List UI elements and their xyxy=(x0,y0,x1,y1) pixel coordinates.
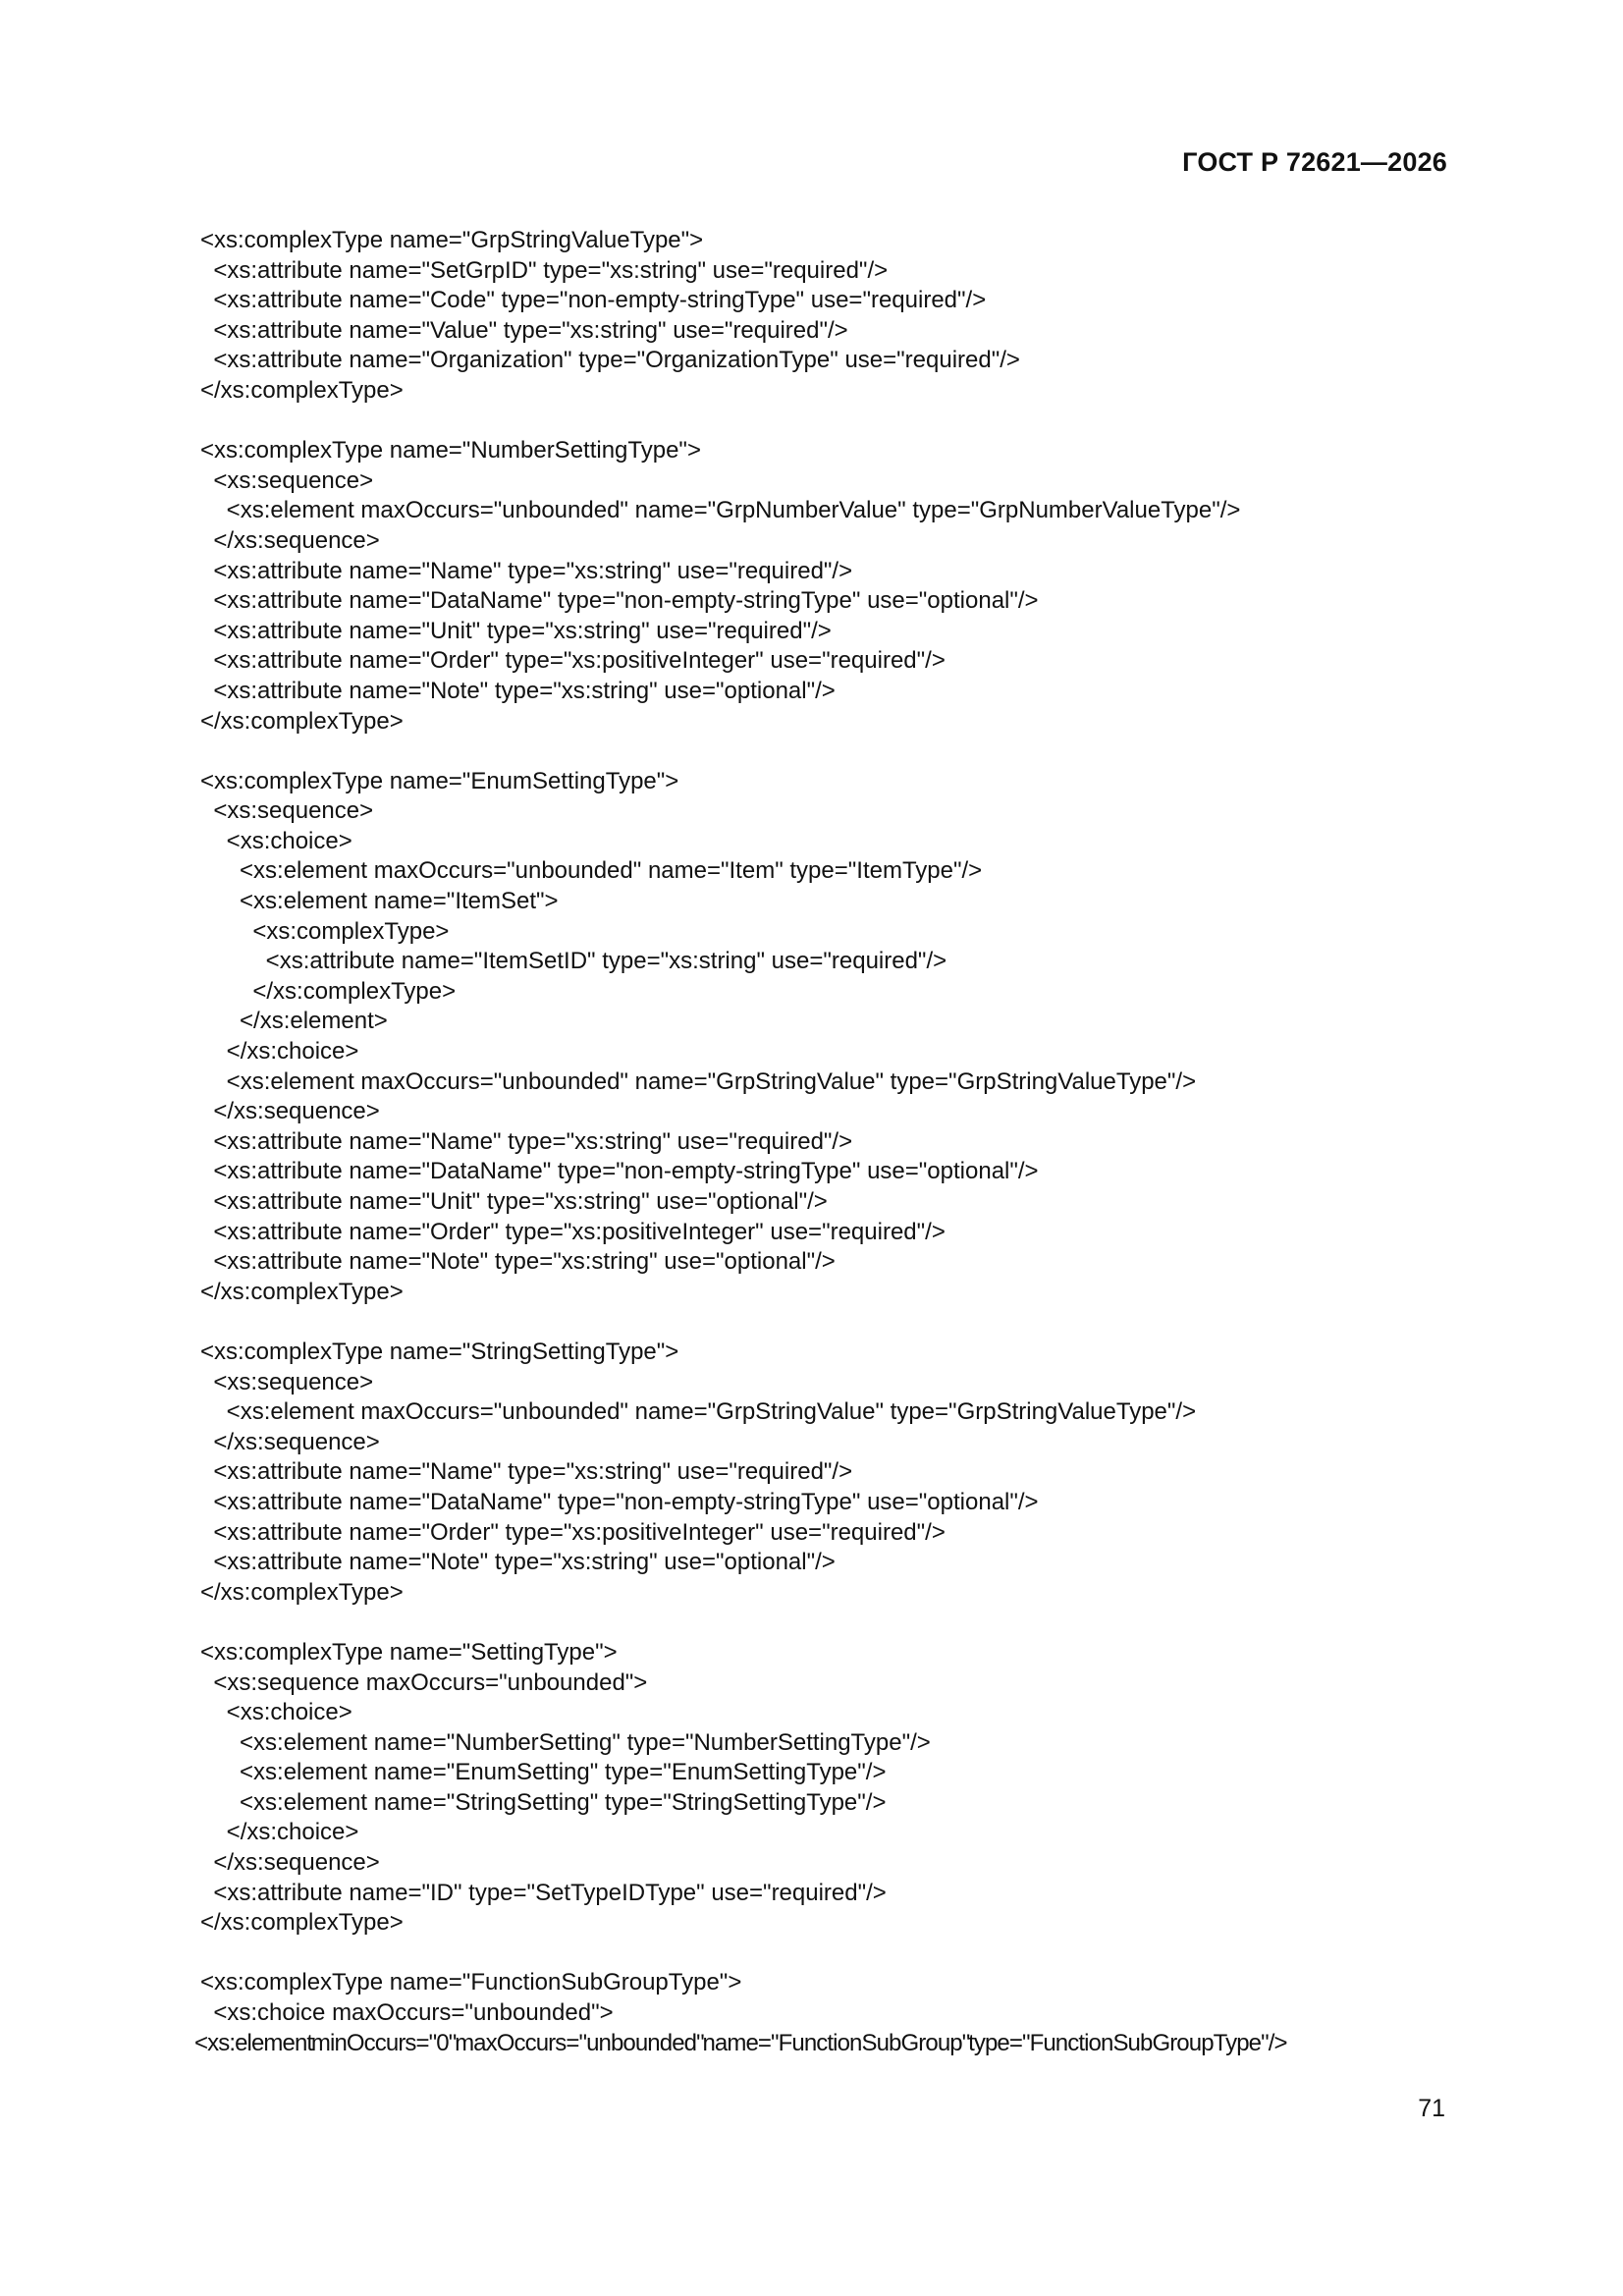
blank-line xyxy=(200,737,1447,767)
code-line: <xs:sequence maxOccurs="unbounded"> xyxy=(200,1668,648,1696)
code-line: <xs:choice> xyxy=(200,1699,352,1726)
code-line: <xs:attribute name="ID" type="SetTypeIDType" use="required"/> xyxy=(200,1879,887,1906)
code-line: <xs:attribute name="Unit" type="xs:string" use="required"/> xyxy=(200,617,832,644)
code-line: <xs:attribute name="Organization" type="OrganizationType" use="required"/> xyxy=(200,347,1020,374)
code-line: <xs:sequence> xyxy=(200,466,374,494)
code-line: <xs:attribute name="Name" type="xs:string" use="required"/> xyxy=(200,1127,853,1155)
code-line: </xs:complexType> xyxy=(200,1909,404,1937)
code-line: <xs:attribute name="DataName" type="non-empty-stringType" use="optional"/> xyxy=(200,1158,1039,1185)
code-line: </xs:choice> xyxy=(200,1038,359,1066)
blank-line xyxy=(200,407,1447,437)
blank-line xyxy=(200,1307,1447,1338)
code-line: <xs:attribute name="ItemSetID" type="xs:string" use="required"/> xyxy=(200,948,947,975)
code-line: <xs:attribute name="Code" type="non-empty-stringType" use="required"/> xyxy=(200,287,987,314)
code-line: <xs:complexType name="NumberSettingType"> xyxy=(200,437,701,465)
code-line: <xs:complexType> xyxy=(200,917,450,945)
code-line: <xs:attribute name="Unit" type="xs:string" use="optional"/> xyxy=(200,1188,828,1215)
code-line: </xs:element> xyxy=(200,1008,388,1035)
code-line: <xs:element name="ItemSet"> xyxy=(200,888,559,915)
xml-schema-listing xyxy=(194,226,1447,2058)
code-line: <xs:attribute name="DataName" type="non-empty-stringType" use="optional"/> xyxy=(200,587,1039,615)
code-line: <xs:attribute name="Note" type="xs:string" use="optional"/> xyxy=(200,677,836,704)
code-line: <xs:attribute name="Name" type="xs:string" use="required"/> xyxy=(200,557,853,584)
code-line: <xs:complexType name="StringSettingType"> xyxy=(200,1338,679,1365)
code-line: <xs:attribute name="Note" type="xs:string" use="optional"/> xyxy=(200,1248,836,1276)
code-line: <xs:complexType name="GrpStringValueType"> xyxy=(200,227,704,253)
code-line: <xs:element maxOccurs="unbounded" name="GrpStringValue" type="GrpStringValueType"/> xyxy=(200,1398,1197,1426)
code-line: <xs:choice> xyxy=(200,827,352,854)
code-line: <xs:element name="EnumSetting" type="EnumSettingType"/> xyxy=(200,1759,887,1786)
code-line: <xs:element maxOccurs="unbounded" name="GrpNumberValue" type="GrpNumberValueType"/> xyxy=(200,497,1241,524)
document-header: ГОСТ Р 72621—2026 xyxy=(1182,147,1447,177)
code-line: </xs:complexType> xyxy=(200,1578,404,1606)
code-line: </xs:sequence> xyxy=(200,1428,380,1455)
code-line: </xs:complexType> xyxy=(200,707,404,735)
code-line: <xs:attribute name="DataName" type="non-empty-stringType" use="optional"/> xyxy=(200,1488,1039,1515)
blank-line xyxy=(200,1608,1447,1638)
code-line: </xs:complexType> xyxy=(200,376,404,404)
code-line: </xs:complexType> xyxy=(200,1278,404,1305)
code-line: <xs:attribute name="Order" type="xs:positiveInteger" use="required"/> xyxy=(200,1218,946,1245)
code-line: <xs:attribute name="Note" type="xs:string" use="optional"/> xyxy=(200,1549,836,1576)
code-line: <xs:complexType name="SettingType"> xyxy=(200,1638,618,1666)
code-line: <xs:complexType name="EnumSettingType"> xyxy=(200,767,679,794)
code-line: <xs:choice maxOccurs="unbounded"> xyxy=(200,1999,614,2027)
code-line: <xs:element name="NumberSetting" type="NumberSettingType"/> xyxy=(200,1728,931,1756)
code-line: <xs:element minOccurs="0" maxOccurs="unbounded" name="FunctionSubGroup" type="FunctionSubGroupType"/> xyxy=(194,2029,1287,2056)
code-line: </xs:sequence> xyxy=(200,1849,380,1877)
code-line: <xs:attribute name="Name" type="xs:string" use="required"/> xyxy=(200,1458,853,1486)
code-line: <xs:complexType name="FunctionSubGroupType"> xyxy=(200,1969,742,1996)
blank-line xyxy=(200,1939,1447,1969)
code-line: </xs:sequence> xyxy=(200,1098,380,1125)
page-number: 71 xyxy=(1418,2095,1445,2122)
code-line: <xs:element maxOccurs="unbounded" name="Item" type="ItemType"/> xyxy=(200,857,983,885)
code-line: <xs:element name="StringSetting" type="StringSettingType"/> xyxy=(200,1788,887,1816)
code-line: <xs:sequence> xyxy=(200,797,374,825)
code-line: <xs:element maxOccurs="unbounded" name="GrpStringValue" type="GrpStringValueType"/> xyxy=(200,1067,1197,1095)
code-line: </xs:complexType> xyxy=(200,977,457,1005)
code-line: <xs:attribute name="SetGrpID" type="xs:string" use="required"/> xyxy=(200,256,889,284)
code-line: </xs:sequence> xyxy=(200,526,380,554)
code-line: <xs:attribute name="Order" type="xs:positiveInteger" use="required"/> xyxy=(200,647,946,675)
code-line: <xs:attribute name="Value" type="xs:string" use="required"/> xyxy=(200,316,848,344)
code-line: </xs:choice> xyxy=(200,1819,359,1846)
code-line: <xs:attribute name="Order" type="xs:positiveInteger" use="required"/> xyxy=(200,1518,946,1546)
code-line: <xs:sequence> xyxy=(200,1368,374,1395)
